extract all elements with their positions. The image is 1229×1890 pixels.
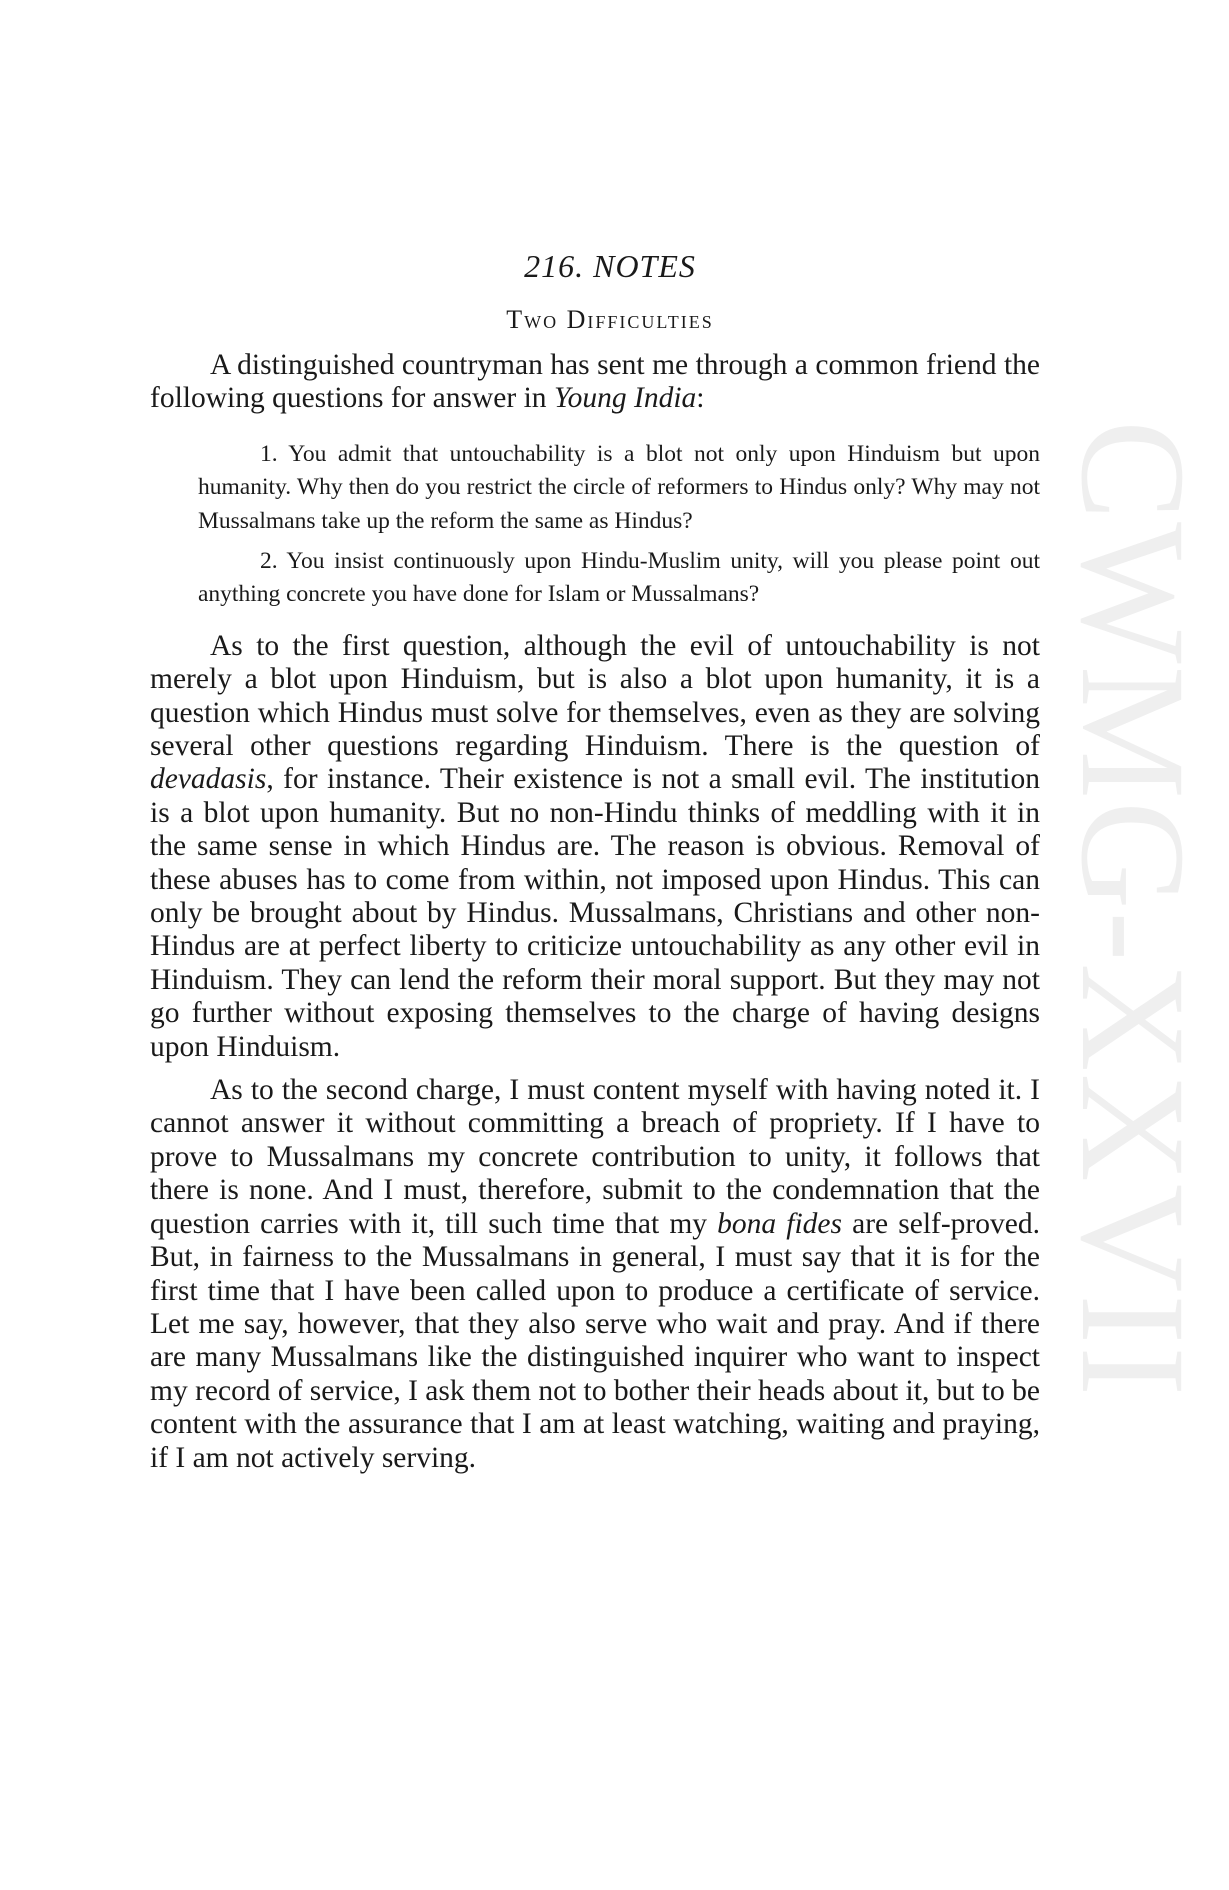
question-item: 1. You admit that untouchability is a blot not only upon Hinduism but upon humanity. Why then do you restrict the circle of reformers to Hindus only? Why may not Mussalmans take up the reform the same as Hindus? <box>198 440 1040 534</box>
question-item: 2. You insist continuously upon Hindu-Muslim unity, will you please point out anything concrete you have done for Islam or Mussalmans? <box>198 547 1040 608</box>
watermark-text: CWMG-XXVII <box>1050 420 1216 1399</box>
answer1-tail: , for instance. Their existence is not a small evil. The institution is a blot upon humanity. But no non-Hindu thinks of meddling with it in the same sense in which Hindus are. The reason is obvious. Removal of these abuses has to come from within, not imposed upon Hindus. This can only be brought about by Hindus. Mussalmans, Christians and other non-Hindus are at perfect liberty to criticize untouchability as any other evil in Hinduism. They can lend the reform their moral support. But they may not go further without exposing themselves to the charge of having designs upon Hinduism. <box>150 763 1040 1063</box>
intro-italic: Young India <box>553 382 697 415</box>
section-title: Two Difficulties <box>506 305 714 334</box>
chapter-title: 216. NOTES <box>524 248 696 284</box>
answer1-text: As to the first question, although the evil of untouchability is not merely a blot upon Hinduism, but is also a blot upon humanity, it is a question which Hindus must solve for themselves, even as they are solving several other questions regarding Hinduism. There is the question of <box>150 629 1040 762</box>
questions-block <box>198 438 1040 612</box>
intro-text: A distinguished countryman has sent me through a common friend the following questions for answer in <box>150 349 1040 415</box>
answer2-tail: are self-proved. But, in fairness to the Mussalmans in general, I must say that it is for the first time that I have been called upon to produce a certificate of service. Let me say, however, that they also serve who wait and pray. And if there are many Mussalmans like the distinguished inquirer who want to inspect my record of service, I ask them not to bother their heads about it, but to be content with the assurance that I am at least watching, waiting and praying, if I am not actively serving. <box>150 1207 1040 1474</box>
page-content <box>150 248 1040 1481</box>
answer-paragraph-1 <box>150 630 1040 1064</box>
answer1-italic: devadasis <box>150 763 267 796</box>
intro-tail: : <box>696 382 705 415</box>
watermark <box>1040 420 1229 1600</box>
intro-paragraph <box>150 349 1040 416</box>
answer2-text: As to the second charge, I must content myself with having noted it. I cannot answer it without committing a breach of propriety. If I have to prove to Mussalmans my concrete contribution to unity, it follows that there is none. And I must, therefore, submit to the condemnation that the question carries with it, till such time that my <box>150 1074 1040 1240</box>
answer2-italic: bona fides <box>717 1207 842 1240</box>
answer-paragraph-2 <box>150 1074 1040 1475</box>
